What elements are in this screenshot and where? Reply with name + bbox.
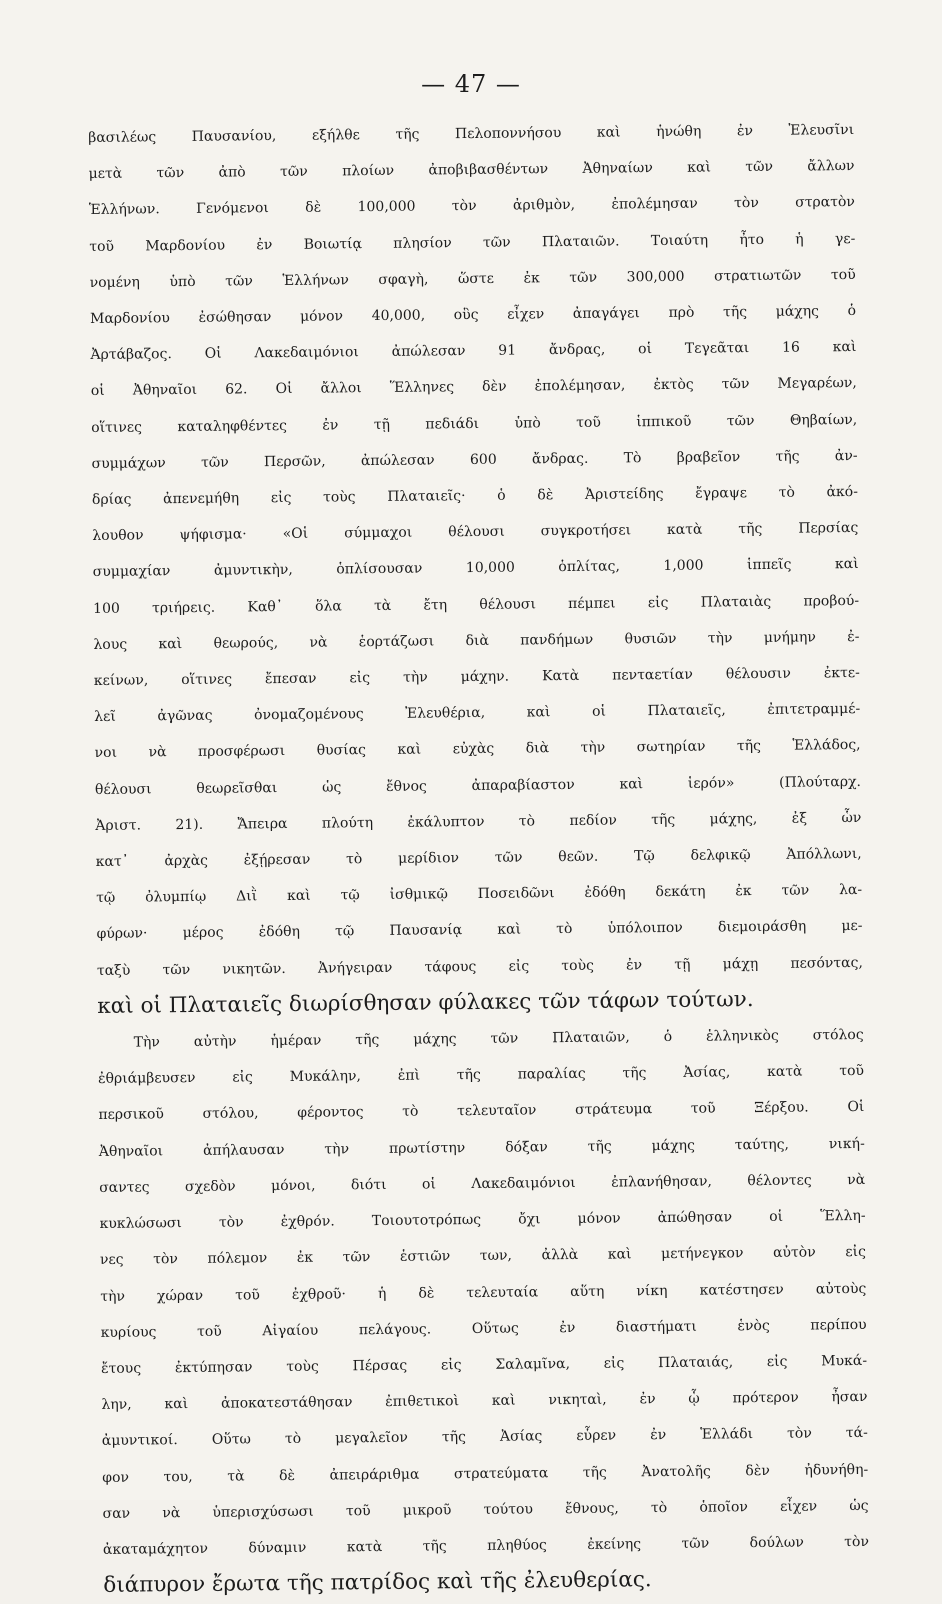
- text-line: τῷ ὀλυμπίῳ Διῒ καὶ τῷ ἰσθμικῷ Ποσειδῶνι ἐδόθη δεκάτη ἐκ τῶν λα-: [96, 882, 863, 907]
- text-line: 100 τριήρεις. Καθ᾿ ὅλα τὰ ἔτη θέλουσι πέμπει εἰς Πλαταιὰς προβού-: [93, 592, 860, 617]
- text-line: σαντες σχεδὸν μόνοι, διότι οἱ Λακεδαιμόνιοι ἐπλανήθησαν, θέλοντες νὰ: [99, 1171, 866, 1196]
- text-line: δρίας ἀπενεμήθη εἰς τοὺς Πλαταιεῖς· ὁ δὲ Ἀριστείδης ἔγραψε τὸ ἀκό-: [91, 483, 859, 509]
- text-line: Ἀρτάβαζος. Οἱ Λακεδαιμόνιοι ἀπώλεσαν 91 ἄνδρας, οἱ Τεγεᾶται 16 καὶ: [90, 339, 857, 364]
- text-line: ταξὺ τῶν νικητῶν. Ἀνήγειραν τάφους εἰς τοὺς ἐν τῇ μάχῃ πεσόντας,: [96, 954, 863, 979]
- text-line: βασιλέως Παυσανίου, εξήλθε τῆς Πελοποννήσου καὶ ἡνώθη ἐν Ἐλευσῖνι: [88, 121, 855, 146]
- text-line: λεῖ ἀγῶνας ὀνομαζομένους Ἐλευθέρια, καὶ οἱ Πλαταιεῖς, ἐπιτετραμμέ-: [94, 701, 861, 726]
- text-line: φον του, τὰ δὲ ἀπειράριθμα στρατεύματα τῆς Ἀνατολῆς δὲν ἠδυνήθη-: [102, 1461, 869, 1486]
- text-line: οἱ Ἀθηναῖοι 62. Οἱ ἄλλοι Ἕλληνες δὲν ἐπολέμησαν, ἐκτὸς τῶν Μεγαρέων,: [90, 375, 857, 400]
- text-line: νοι νὰ προσφέρωσι θυσίας καὶ εὐχὰς διὰ τὴν σωτηρίαν τῆς Ἑλλάδος,: [94, 737, 861, 762]
- text-line: οἵτινες καταληφθέντες ἐν τῇ πεδιάδι ὑπὸ τοῦ ἱππικοῦ τῶν Θηβαίων,: [91, 411, 858, 436]
- text-line: τὴν χώραν τοῦ ἐχθροῦ· ἡ δὲ τελευταία αὕτη νίκη κατέστησεν αὐτοὺς: [100, 1280, 867, 1305]
- text-line: διάπυρον ἔρωτα τῆς πατρίδος καὶ τῆς ἐλευθερίας.: [103, 1567, 652, 1599]
- text-line: νες τὸν πόλεμον ἐκ τῶν ἑστιῶν των, ἀλλὰ καὶ μετήνεγκον αὐτὸν εἰς: [99, 1244, 866, 1269]
- text-line: ἔτους ἐκτύπησαν τοὺς Πέρσας εἰς Σαλαμῖνα, εἰς Πλαταιάς, εἰς Μυκά-: [100, 1352, 868, 1377]
- text-line: σαν νὰ ὑπερισχύσωσι τοῦ μικροῦ τούτου ἔθνους, τὸ ὁποῖον εἶχεν ὡς: [102, 1497, 869, 1522]
- page-number: — 47 —: [421, 70, 521, 98]
- text-line: ἐθριάμβευσεν εἰς Μυκάλην, ἐπὶ τῆς παραλίας τῆς Ἀσίας, κατὰ τοῦ: [97, 1063, 865, 1088]
- text-line: Ἀθηναῖοι ἀπήλαυσαν τὴν πρωτίστην δόξαν τῆς μάχης ταύτης, νική-: [98, 1135, 865, 1160]
- text-line: Ἑλλήνων. Γενόμενοι δὲ 100,000 τὸν ἀριθμὸν, ἐπολέμησαν τὸν στρατὸν: [88, 194, 855, 219]
- text-line: τοῦ Μαρδονίου ἐν Βοιωτίᾳ πλησίον τῶν Πλαταιῶν. Τοιαύτη ἦτο ἡ γε-: [89, 230, 856, 255]
- text-line: περσικοῦ στόλου, φέροντος τὸ τελευταῖον στράτευμα τοῦ Ξέρξου. Οἱ: [98, 1099, 865, 1124]
- body-text: [88, 112, 870, 1604]
- text-line: λην, καὶ ἀποκατεστάθησαν ἐπιθετικοὶ καὶ νικηταὶ, ἐν ᾧ πρότερον ἦσαν: [101, 1389, 868, 1414]
- text-line: νομένη ὑπὸ τῶν Ἑλλήνων σφαγὴ, ὥστε ἐκ τῶν 300,000 στρατιωτῶν τοῦ: [89, 266, 856, 291]
- text-line: Ἀριστ. 21). Ἄπειρα πλούτη ἐκάλυπτον τὸ πεδίον τῆς μάχης, ἐξ ὧν: [95, 809, 862, 834]
- text-line: μετὰ τῶν ἀπὸ τῶν πλοίων ἀποβιβασθέντων Ἀθηναίων καὶ τῶν ἄλλων: [88, 158, 855, 183]
- text-line: ἀμυντικοί. Οὕτω τὸ μεγαλεῖον τῆς Ἀσίας εὗρεν ἐν Ἑλλάδι τὸν τά-: [101, 1425, 868, 1450]
- text-line: φύρων· μέρος ἐδόθη τῷ Παυσανίᾳ καὶ τὸ ὑπόλοιπον διεμοιράσθη με-: [96, 918, 863, 943]
- text-line: κατ᾿ ἀρχὰς ἐξῄρεσαν τὸ μερίδιον τῶν θεῶν. Τῷ δελφικῷ Ἀπόλλωνι,: [95, 846, 862, 871]
- text-line: Μαρδονίου ἐσώθησαν μόνον 40,000, οὓς εἶχεν ἀπαγάγει πρὸ τῆς μάχης ὁ: [90, 302, 857, 328]
- text-line: κυκλώσωσι τὸν ἐχθρόν. Τοιουτοτρόπως ὄχι μόνον ἀπώθησαν οἱ Ἕλλη-: [99, 1208, 866, 1233]
- text-line: λουθον ψήφισμα· «Οἱ σύμμαχοι θέλουσι συγκροτήσει κατὰ τῆς Περσίας: [92, 520, 859, 545]
- text-line: ἀκαταμάχητον δύναμιν κατὰ τῆς πληθύος ἐκείνης τῶν δούλων τὸν: [102, 1533, 870, 1558]
- text-line: θέλουσι θεωρεῖσθαι ὡς ἔθνος ἀπαραβίαστον καὶ ἱερόν» (Πλούταρχ.: [94, 773, 862, 798]
- paragraph-start-line: Τὴν αὐτὴν ἡμέραν τῆς μάχης τῶν Πλαταιῶν, ὁ ἑλληνικὸς στόλος: [133, 1027, 864, 1051]
- text-line: καὶ οἱ Πλαταιεῖς διωρίσθησαν φύλακες τῶν τάφων τούτων.: [97, 986, 754, 1019]
- text-line: συμμαχίαν ἀμυντικὴν, ὁπλίσουσαν 10,000 ὁπλίτας, 1,000 ἱππεῖς καὶ: [92, 556, 859, 581]
- text-line: συμμάχων τῶν Περσῶν, ἀπώλεσαν 600 ἄνδρας. Τὸ βραβεῖον τῆς ἀν-: [91, 447, 858, 472]
- text-line: κυρίους τοῦ Αἰγαίου πελάγους. Οὕτως ἐν διαστήματι ἑνὸς περίπου: [100, 1316, 867, 1341]
- text-line: κείνων, οἵτινες ἔπεσαν εἰς τὴν μάχην. Κατὰ πενταετίαν θέλουσιν ἐκτε-: [93, 664, 860, 690]
- text-line: λους καὶ θεωρούς, νὰ ἑορτάζωσι διὰ πανδήμων θυσιῶν τὴν μνήμην ἐ-: [93, 628, 860, 653]
